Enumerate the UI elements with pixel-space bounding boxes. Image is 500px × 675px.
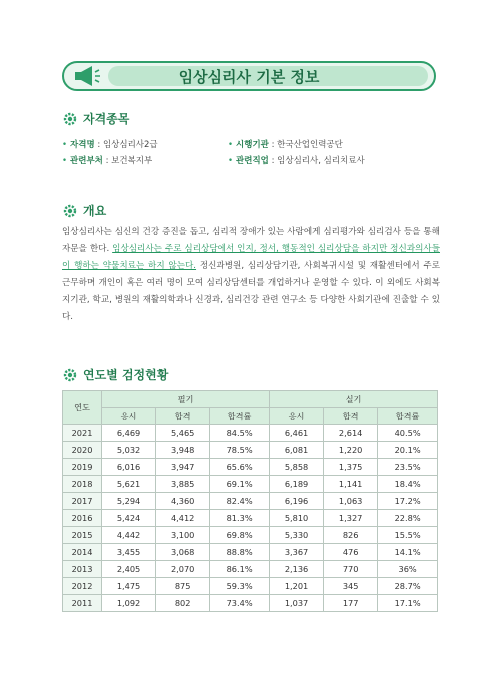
gear-icon [62,367,78,383]
table-cell: 345 [324,578,378,595]
table-row [63,510,438,527]
table-cell: 476 [324,544,378,561]
table-cell: 84.5% [210,425,270,442]
year-cell: 2014 [63,544,102,561]
col-year-header: 연도 [63,391,102,425]
table-cell: 5,858 [269,459,323,476]
table-cell: 2,614 [324,425,378,442]
gear-icon [62,111,78,127]
table-cell: 78.5% [210,442,270,459]
qualification-heading [62,110,129,127]
table-cell: 1,201 [269,578,323,595]
table-cell: 3,948 [156,442,210,459]
table-cell: 3,947 [156,459,210,476]
table-cell: 2,405 [102,561,156,578]
table-cell: 88.8% [210,544,270,561]
year-cell: 2013 [63,561,102,578]
table-row [63,493,438,510]
table-cell: 3,100 [156,527,210,544]
year-cell: 2011 [63,595,102,612]
table-cell: 69.1% [210,476,270,493]
qualification-item: • 자격명 : 임상심리사2급 [62,140,158,150]
sub-header: 응시 [102,408,156,425]
table-cell: 28.7% [378,578,438,595]
table-cell: 5,465 [156,425,210,442]
table-cell: 1,375 [324,459,378,476]
table-cell: 2,070 [156,561,210,578]
table-row [63,459,438,476]
table-row [63,425,438,442]
table-cell: 875 [156,578,210,595]
table-cell: 14.1% [378,544,438,561]
overview-heading-text: 개요 [83,204,107,218]
table-cell: 1,327 [324,510,378,527]
table-cell: 23.5% [378,459,438,476]
table-cell: 65.6% [210,459,270,476]
table-cell: 18.4% [378,476,438,493]
table-cell: 86.1% [210,561,270,578]
table-cell: 22.8% [378,510,438,527]
sub-header: 합격 [324,408,378,425]
year-cell: 2015 [63,527,102,544]
year-cell: 2018 [63,476,102,493]
table-cell: 6,469 [102,425,156,442]
table-row [63,595,438,612]
table-cell: 6,016 [102,459,156,476]
practical-group-header: 실기 [269,391,437,408]
table-cell: 4,442 [102,527,156,544]
overview-heading [62,202,106,219]
table-cell: 6,461 [269,425,323,442]
table-cell: 40.5% [378,425,438,442]
table-cell: 770 [324,561,378,578]
table-cell: 4,412 [156,510,210,527]
table-cell: 1,092 [102,595,156,612]
table-cell: 5,032 [102,442,156,459]
gear-icon [62,203,78,219]
table-cell: 3,885 [156,476,210,493]
year-cell: 2012 [63,578,102,595]
table-cell: 82.4% [210,493,270,510]
table-cell: 6,196 [269,493,323,510]
table-cell: 17.2% [378,493,438,510]
table-row [63,476,438,493]
table-cell: 15.5% [378,527,438,544]
table-row [63,578,438,595]
table-cell: 17.1% [378,595,438,612]
table-cell: 3,455 [102,544,156,561]
table-cell: 5,810 [269,510,323,527]
table-cell: 6,189 [269,476,323,493]
qualification-heading-text: 자격종목 [83,112,130,126]
table-cell: 177 [324,595,378,612]
table-cell: 1,037 [269,595,323,612]
table-cell: 5,424 [102,510,156,527]
table-row [63,527,438,544]
table-cell: 826 [324,527,378,544]
table-cell: 2,136 [269,561,323,578]
table-cell: 1,475 [102,578,156,595]
table-cell: 59.3% [210,578,270,595]
title-banner [62,61,436,91]
written-group-header: 필기 [102,391,270,408]
table-cell: 5,330 [269,527,323,544]
table-cell: 3,068 [156,544,210,561]
table-cell: 73.4% [210,595,270,612]
year-cell: 2019 [63,459,102,476]
qualification-item: • 관련부처 : 보건복지부 [62,156,153,166]
table-cell: 36% [378,561,438,578]
year-cell: 2020 [63,442,102,459]
table-row [63,442,438,459]
page-title: 임상심리사 기본 정보 [178,68,320,86]
table-cell: 5,621 [102,476,156,493]
year-cell: 2016 [63,510,102,527]
overview-text: 임상심리사는 심신의 건강 증진을 돕고, 심리적 장애가 있는 사람에게 심리평가와 심리검사 등을 통해 자문을 한다. 임상심리사는 주로 심리상담에서 인지, 정서, 행동적인 심리상담을 하지만 정신과의사들이 행하는 약물치료는 하지 않는다. 정신과병원, 심리상담기관, 사회복귀시설 및 재활센터에서 주로 근무하며 개인이 혹은 여러 명이 모여 심리상담센터를 개업하거나 운영할 수 있다. 이 외에도 사회복지기관, 학교, 병원의 재활의학과나 신경과, 심리건강 관련 연구소 등 다양한 사회기관에 진출할 수 있다. [62,227,440,322]
stats-heading [62,366,168,383]
table-cell: 5,294 [102,493,156,510]
stats-heading-text: 연도별 검정현황 [83,368,169,382]
qualification-item: • 관련직업 : 임상심리사, 심리치료사 [228,156,365,166]
sub-header: 합격 [156,408,210,425]
table-cell: 69.8% [210,527,270,544]
table-cell: 1,141 [324,476,378,493]
table-cell: 6,081 [269,442,323,459]
overview-highlight: 임상심리사는 주로 심리상담에서 인지, 정서, 행동적인 심리상담을 하지만 정신과의사들이 행하는 약물치료는 하지 않는다. [62,244,440,271]
qualification-item: • 시행기관 : 한국산업인력공단 [228,140,343,150]
table-cell: 1,063 [324,493,378,510]
stats-table [62,390,438,612]
table-cell: 81.3% [210,510,270,527]
sub-header: 합격률 [210,408,270,425]
year-cell: 2021 [63,425,102,442]
table-row [63,561,438,578]
sub-header: 응시 [269,408,323,425]
table-cell: 3,367 [269,544,323,561]
table-cell: 802 [156,595,210,612]
table-cell: 1,220 [324,442,378,459]
table-row [63,544,438,561]
sub-header: 합격률 [378,408,438,425]
year-cell: 2017 [63,493,102,510]
table-cell: 4,360 [156,493,210,510]
table-cell: 20.1% [378,442,438,459]
